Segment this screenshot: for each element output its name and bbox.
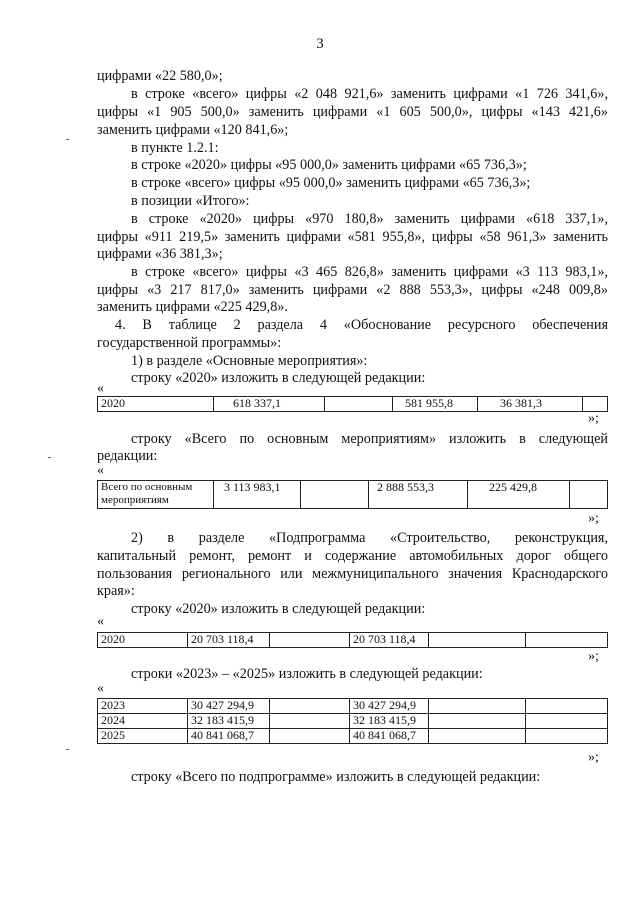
close-quote: »; bbox=[588, 511, 599, 526]
table-cell bbox=[270, 729, 350, 744]
table-cell bbox=[526, 714, 608, 729]
table-cell: 32 183 415,9 bbox=[350, 714, 429, 729]
close-quote: »; bbox=[588, 649, 599, 664]
scan-mark bbox=[66, 139, 69, 140]
table-cell: 2 888 553,3 bbox=[369, 481, 468, 509]
text-line: края»: bbox=[97, 583, 135, 599]
table-cell bbox=[429, 729, 526, 744]
table-2023-2025 bbox=[97, 698, 608, 744]
table-cell: 36 381,3 bbox=[478, 397, 583, 412]
open-quote: « bbox=[97, 463, 104, 478]
table-cell: 2023 bbox=[98, 699, 188, 714]
table-cell bbox=[270, 699, 350, 714]
table-cell bbox=[526, 699, 608, 714]
text-line: строку «Всего по основным мероприятиям» изложить в следующей bbox=[131, 431, 608, 447]
table-row bbox=[98, 397, 608, 412]
table-row bbox=[98, 633, 608, 648]
table-cell bbox=[270, 633, 350, 648]
text-line: строку «2020» изложить в следующей редакции: bbox=[131, 601, 426, 617]
text-line: в строке «2020» цифры «95 000,0» заменить цифрами «65 736,3»; bbox=[131, 157, 527, 173]
table-cell bbox=[301, 481, 369, 509]
text-line: 1) в разделе «Основные мероприятия»: bbox=[131, 353, 368, 369]
page-number: 3 bbox=[316, 36, 324, 52]
table-cell bbox=[526, 729, 608, 744]
table-2020-main bbox=[97, 396, 608, 412]
table-cell: 32 183 415,9 bbox=[188, 714, 270, 729]
table-row bbox=[98, 729, 608, 744]
text-line: цифрами «22 580,0»; bbox=[97, 68, 223, 84]
table-cell bbox=[270, 714, 350, 729]
text-line: 4. В таблице 2 раздела 4 «Обоснование ресурсного обеспечения bbox=[115, 317, 608, 333]
table-cell: 581 955,8 bbox=[393, 397, 478, 412]
close-quote: »; bbox=[588, 411, 599, 426]
open-quote: « bbox=[97, 381, 104, 396]
table-row bbox=[98, 699, 608, 714]
table-cell: 20 703 118,4 bbox=[188, 633, 270, 648]
table-cell: 40 841 068,7 bbox=[350, 729, 429, 744]
table-cell: 2020 bbox=[98, 397, 214, 412]
text-line: редакции: bbox=[97, 448, 158, 464]
text-line: государственной программы»: bbox=[97, 335, 282, 351]
text-line: строку «2020» изложить в следующей редакции: bbox=[131, 370, 426, 386]
table-cell bbox=[429, 714, 526, 729]
text-line: в пункте 1.2.1: bbox=[131, 140, 219, 156]
table-cell: 618 337,1 bbox=[214, 397, 325, 412]
table-cell: 2025 bbox=[98, 729, 188, 744]
text-line: цифры «911 219,5» заменить цифрами «581 955,8», цифры «58 961,3» заменить bbox=[97, 229, 608, 245]
text-line: строку «Всего по подпрограмме» изложить в следующей редакции: bbox=[131, 769, 541, 785]
table-cell: 30 427 294,9 bbox=[350, 699, 429, 714]
scan-mark bbox=[66, 749, 69, 750]
open-quote: « bbox=[97, 681, 104, 696]
text-line: в строке «всего» цифры «3 465 826,8» заменить цифрами «3 113 983,1», bbox=[131, 264, 608, 280]
scan-mark bbox=[48, 457, 51, 458]
table-cell: Всего по основным мероприятиям bbox=[98, 481, 214, 509]
text-line: в строке «2020» цифры «970 180,8» заменить цифрами «618 337,1», bbox=[131, 211, 608, 227]
table-cell bbox=[429, 633, 526, 648]
table-row bbox=[98, 714, 608, 729]
open-quote: « bbox=[97, 614, 104, 629]
table-cell: 3 113 983,1 bbox=[214, 481, 301, 509]
table-cell: 2020 bbox=[98, 633, 188, 648]
text-line: заменить цифрами «225 429,8». bbox=[97, 299, 288, 315]
table-row bbox=[98, 481, 608, 509]
table-cell bbox=[526, 633, 608, 648]
text-line: в строке «всего» цифры «95 000,0» заменить цифрами «65 736,3»; bbox=[131, 175, 531, 191]
close-quote: »; bbox=[588, 750, 599, 765]
table-cell bbox=[570, 481, 608, 509]
text-line: капитальный ремонт, ремонт и содержание автомобильных дорог общего bbox=[97, 548, 608, 564]
table-cell: 225 429,8 bbox=[468, 481, 570, 509]
text-line: цифрами «36 381,3»; bbox=[97, 246, 223, 262]
table-cell: 30 427 294,9 bbox=[188, 699, 270, 714]
text-line: цифры «1 905 500,0» заменить цифрами «1 605 500,0», цифры «143 421,6» bbox=[97, 104, 608, 120]
text-line: 2) в разделе «Подпрограмма «Строительство, реконструкция, bbox=[131, 530, 608, 546]
table-cell: 20 703 118,4 bbox=[350, 633, 429, 648]
text-line: в строке «всего» цифры «2 048 921,6» заменить цифрами «1 726 341,6», bbox=[131, 86, 608, 102]
text-line: в позиции «Итого»: bbox=[131, 193, 250, 209]
text-line: строки «2023» – «2025» изложить в следующей редакции: bbox=[131, 666, 483, 682]
table-cell: 40 841 068,7 bbox=[188, 729, 270, 744]
table-cell bbox=[429, 699, 526, 714]
text-line: заменить цифрами «120 841,6»; bbox=[97, 122, 289, 138]
table-cell bbox=[583, 397, 608, 412]
text-line: цифры «3 217 817,0» заменить цифрами «2 888 553,3», цифры «248 009,8» bbox=[97, 282, 608, 298]
text-line: пользования регионального или межмуниципального значения Краснодарского bbox=[97, 566, 608, 582]
table-cell bbox=[325, 397, 393, 412]
table-cell: 2024 bbox=[98, 714, 188, 729]
table-2020-subprogram bbox=[97, 632, 608, 648]
table-total-main bbox=[97, 480, 608, 509]
